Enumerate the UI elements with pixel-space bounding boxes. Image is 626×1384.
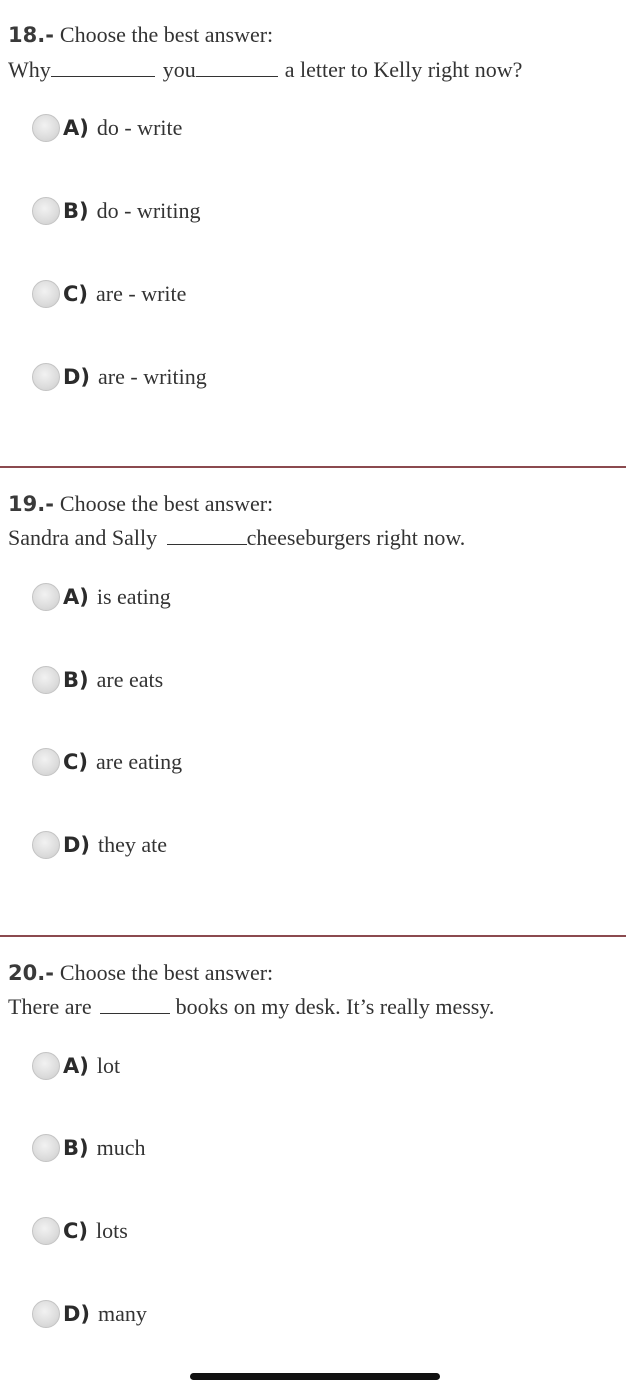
option-d[interactable] <box>32 1297 147 1331</box>
question-stem <box>8 994 494 1020</box>
radio-button[interactable] <box>32 1300 60 1328</box>
option-letter: A) <box>63 1054 89 1078</box>
question-number: 18.- <box>8 23 54 47</box>
answer-blank <box>51 58 155 77</box>
option-a[interactable] <box>32 580 171 614</box>
stem-text: Why <box>8 57 51 82</box>
option-c[interactable] <box>32 745 182 779</box>
section-divider <box>0 935 626 937</box>
radio-button[interactable] <box>32 831 60 859</box>
stem-text: There are <box>8 994 98 1019</box>
stem-text: books on my desk. It’s really messy. <box>170 994 495 1019</box>
option-text: are - writing <box>98 364 207 389</box>
question-stem <box>8 57 522 83</box>
option-letter: C) <box>63 750 89 774</box>
option-a[interactable] <box>32 111 182 145</box>
option-letter: B) <box>63 199 89 223</box>
question-number: 20.- <box>8 961 54 985</box>
option-letter: B) <box>63 1136 89 1160</box>
option-d[interactable] <box>32 360 207 394</box>
option-text: lots <box>96 1218 128 1243</box>
option-b[interactable] <box>32 194 201 228</box>
option-text: is eating <box>96 584 171 609</box>
option-c[interactable] <box>32 277 186 311</box>
option-text: are eating <box>96 749 183 774</box>
radio-button[interactable] <box>32 197 60 225</box>
option-letter: D) <box>63 833 91 857</box>
answer-blank <box>196 58 278 77</box>
option-letter: D) <box>63 365 91 389</box>
radio-button[interactable] <box>32 748 60 776</box>
stem-text: a letter to Kelly right now? <box>284 57 523 82</box>
question-instruction: Choose the best answer: <box>59 960 274 985</box>
option-c[interactable] <box>32 1214 128 1248</box>
radio-button[interactable] <box>32 1217 60 1245</box>
stem-text: cheeseburgers right now. <box>246 525 466 550</box>
radio-button[interactable] <box>32 363 60 391</box>
option-letter: B) <box>63 668 89 692</box>
option-letter: C) <box>63 1219 89 1243</box>
stem-text: you <box>162 57 196 82</box>
option-letter: A) <box>63 585 89 609</box>
radio-button[interactable] <box>32 666 60 694</box>
home-indicator[interactable] <box>190 1373 440 1380</box>
question-instruction: Choose the best answer: <box>59 22 274 47</box>
radio-button[interactable] <box>32 280 60 308</box>
option-text: are eats <box>96 667 164 692</box>
question-heading <box>8 22 273 48</box>
option-letter: D) <box>63 1302 91 1326</box>
option-letter: C) <box>63 282 89 306</box>
radio-button[interactable] <box>32 1134 60 1162</box>
question-number: 19.- <box>8 492 54 516</box>
question-heading <box>8 960 273 986</box>
radio-button[interactable] <box>32 114 60 142</box>
option-b[interactable] <box>32 1131 146 1165</box>
option-text: many <box>98 1301 147 1326</box>
option-text: they ate <box>98 832 168 857</box>
option-letter: A) <box>63 116 89 140</box>
radio-button[interactable] <box>32 583 60 611</box>
answer-blank <box>167 526 247 545</box>
question-instruction: Choose the best answer: <box>59 491 274 516</box>
answer-blank <box>100 995 170 1014</box>
option-text: are - write <box>96 281 187 306</box>
option-d[interactable] <box>32 828 167 862</box>
option-text: lot <box>96 1053 121 1078</box>
section-divider <box>0 466 626 468</box>
question-heading <box>8 491 273 517</box>
stem-text: Sandra and Sally <box>8 525 163 550</box>
option-a[interactable] <box>32 1049 120 1083</box>
question-stem <box>8 525 465 551</box>
option-text: do - write <box>96 115 183 140</box>
option-text: much <box>96 1135 146 1160</box>
radio-button[interactable] <box>32 1052 60 1080</box>
option-text: do - writing <box>96 198 201 223</box>
option-b[interactable] <box>32 663 163 697</box>
